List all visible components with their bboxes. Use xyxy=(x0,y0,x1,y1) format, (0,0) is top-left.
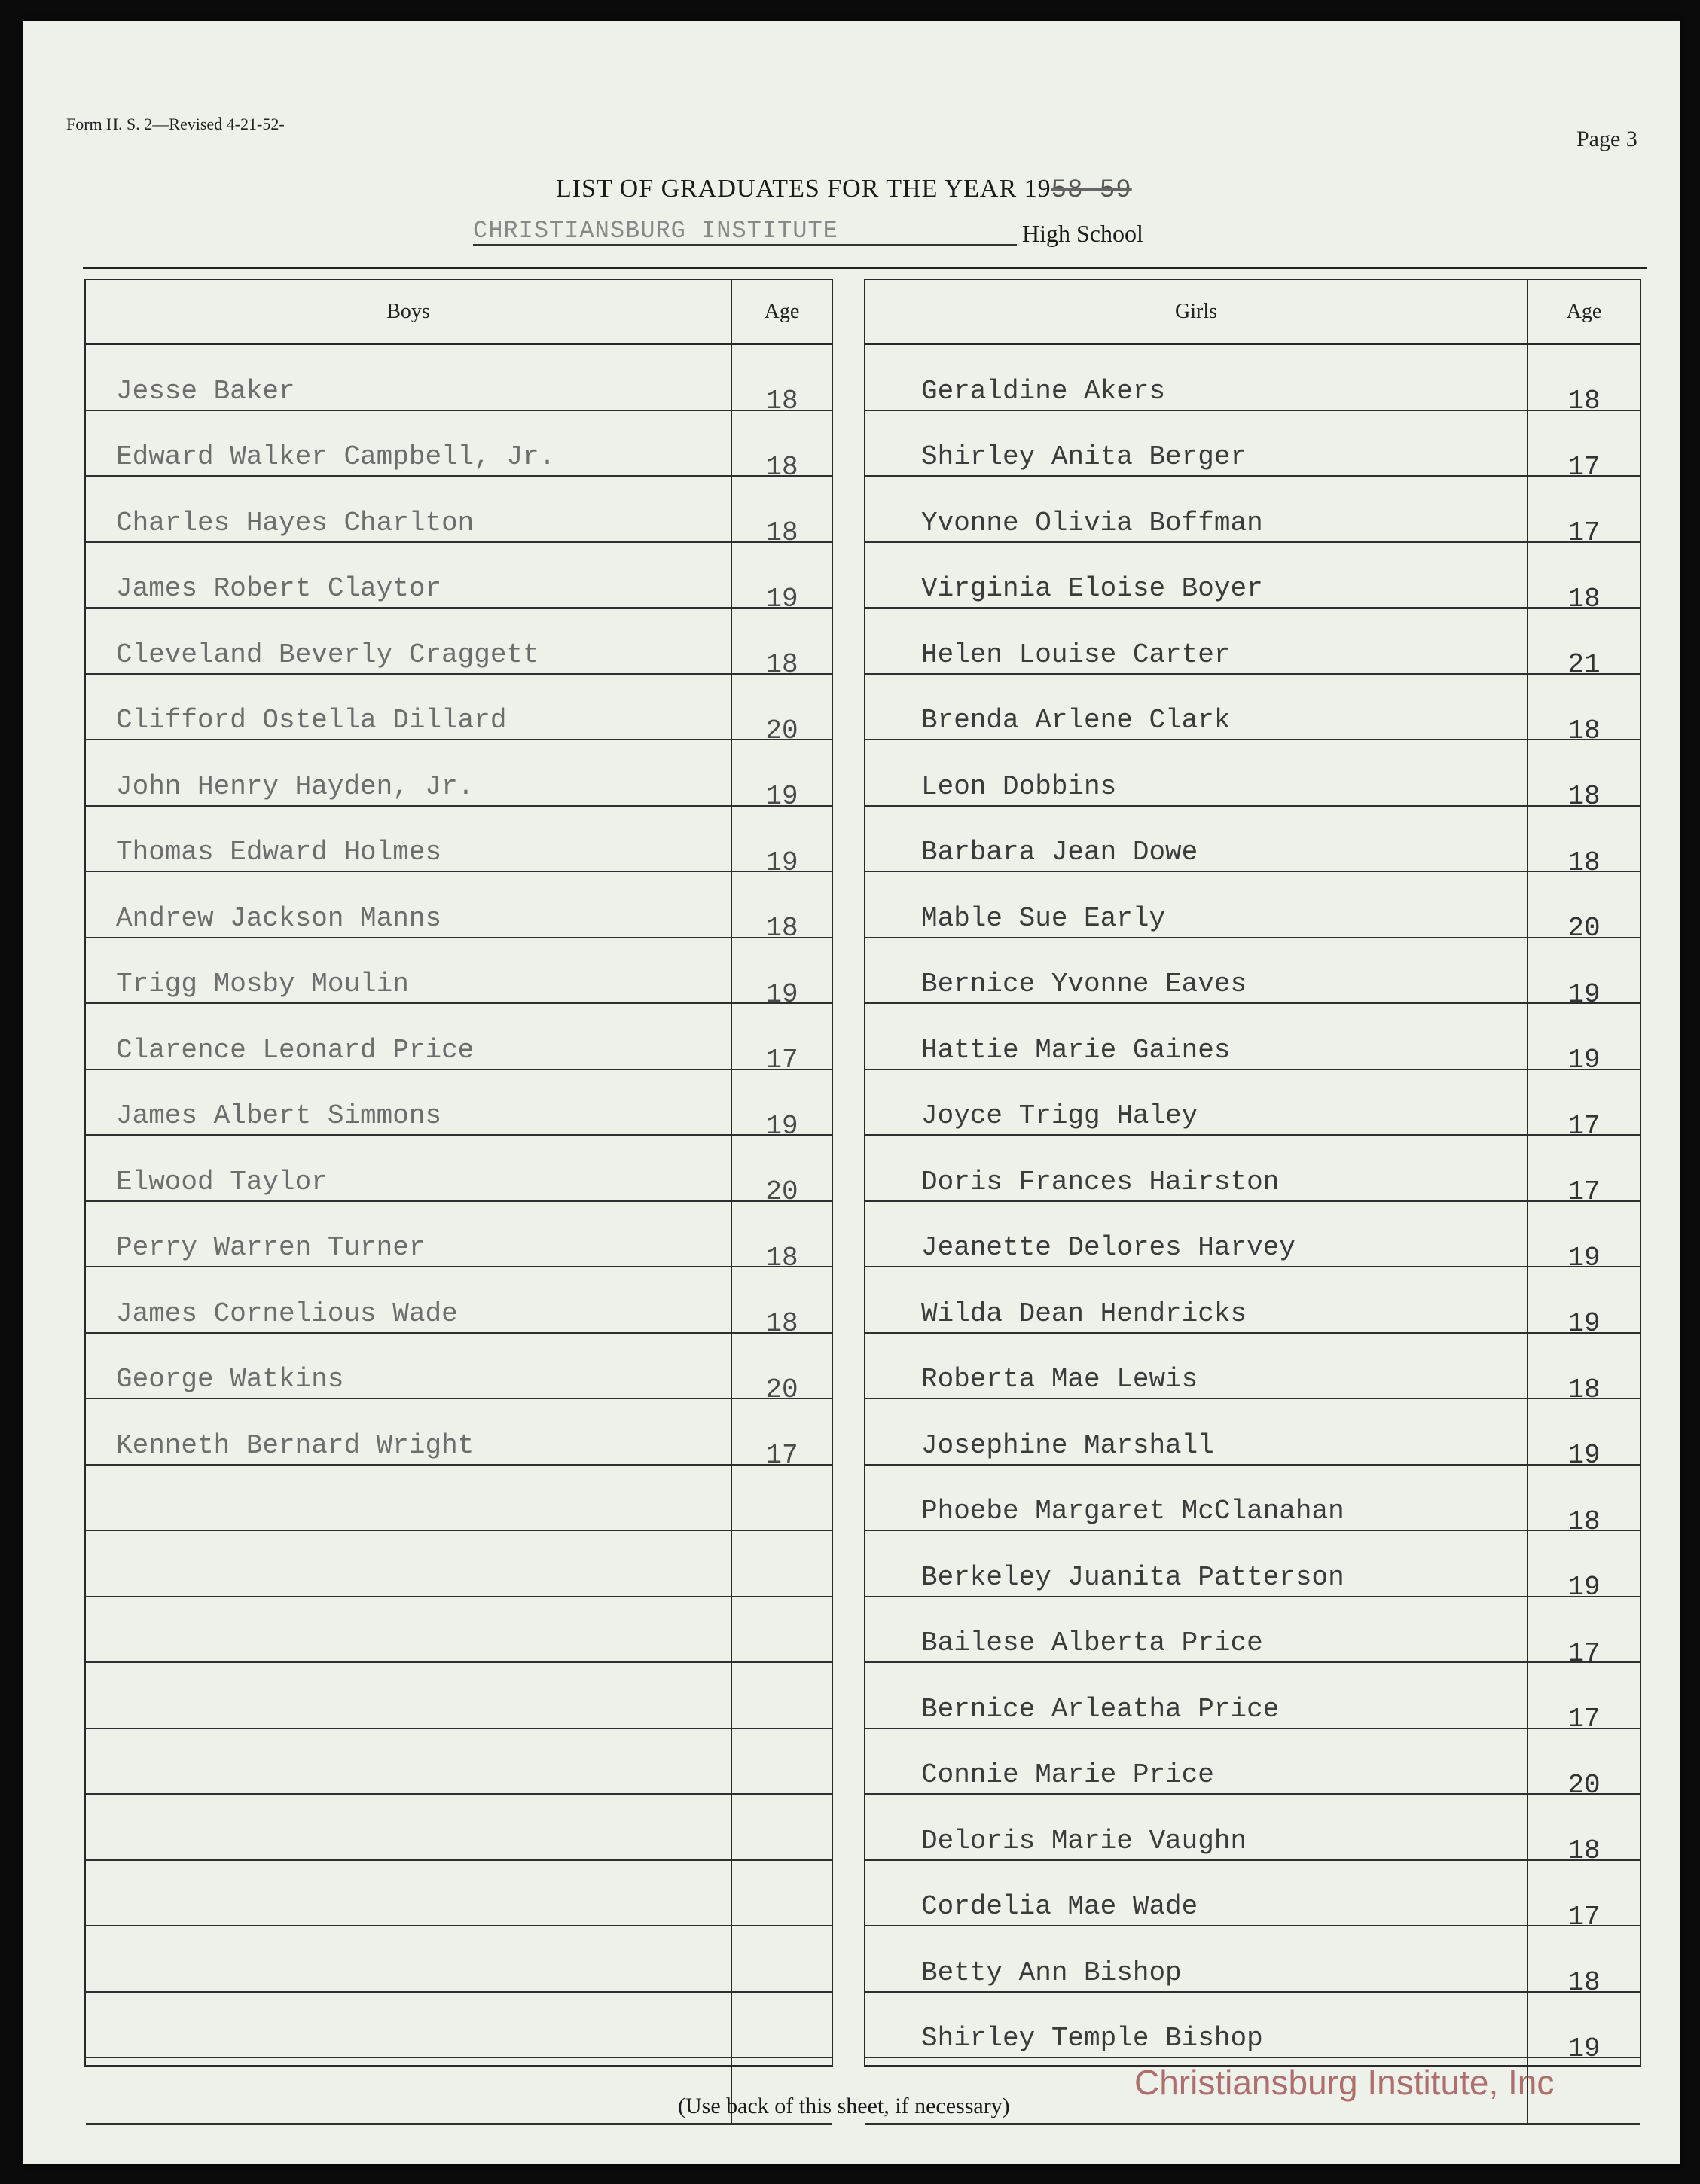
graduate-name: Jesse Baker xyxy=(116,375,295,407)
boys-heading: Boys xyxy=(86,280,731,345)
graduate-name: Phoebe Margaret McClanahan xyxy=(921,1496,1344,1527)
table-row xyxy=(86,1597,832,1664)
graduate-age: 17 xyxy=(1527,1136,1640,1200)
girls-table xyxy=(864,279,1641,2067)
graduate-age: 18 xyxy=(1527,1926,1640,1991)
graduate-name: Clarence Leonard Price xyxy=(116,1034,475,1066)
table-row xyxy=(86,1861,832,1927)
graduate-age xyxy=(731,1861,832,1926)
graduate-name: Trigg Mosby Moulin xyxy=(116,968,409,999)
graduate-age xyxy=(731,1729,832,1794)
table-row xyxy=(865,1926,1640,1998)
table-row xyxy=(865,740,1640,812)
table-row xyxy=(865,1861,1640,1932)
form-number: Form H. S. 2—Revised 4-21-52- xyxy=(66,114,285,133)
graduate-name: Cordelia Mae Wade xyxy=(921,1891,1198,1922)
table-row xyxy=(86,807,832,878)
table-row xyxy=(865,1399,1640,1471)
table-row xyxy=(865,1795,1640,1866)
graduate-age xyxy=(731,1795,832,1859)
graduate-age: 19 xyxy=(1527,1267,1640,1332)
graduate-age: 19 xyxy=(1527,938,1640,1003)
table-row xyxy=(86,543,832,615)
graduate-age: 18 xyxy=(1527,1334,1640,1399)
table-row xyxy=(865,543,1640,615)
table-row xyxy=(865,1267,1640,1339)
graduate-name: George Watkins xyxy=(116,1364,344,1395)
table-row xyxy=(86,609,832,680)
graduate-age: 20 xyxy=(1527,1729,1640,1794)
graduate-name: Cleveland Beverly Craggett xyxy=(116,639,539,670)
table-row xyxy=(86,1993,832,2059)
graduate-name: Kenneth Bernard Wright xyxy=(116,1429,475,1461)
graduate-name: Bernice Yvonne Eaves xyxy=(921,968,1247,999)
graduate-name: Thomas Edward Holmes xyxy=(116,837,442,868)
graduate-name: Berkeley Juanita Patterson xyxy=(921,1561,1344,1593)
table-row xyxy=(86,938,832,1010)
graduate-age: 18 xyxy=(731,609,832,673)
table-row xyxy=(86,1795,832,1861)
table-row xyxy=(86,1202,832,1273)
graduate-age: 20 xyxy=(731,1334,832,1399)
graduate-age: 20 xyxy=(1527,872,1640,937)
graduate-name: James Cornelious Wade xyxy=(116,1298,458,1329)
table-row xyxy=(865,1004,1640,1075)
table-row xyxy=(865,938,1640,1010)
graduate-name: Brenda Arlene Clark xyxy=(921,705,1231,736)
graduate-name: Deloris Marie Vaughn xyxy=(921,1825,1247,1856)
table-row xyxy=(86,1267,832,1339)
graduate-age: 20 xyxy=(731,1136,832,1200)
title-year: 58-59 xyxy=(1051,176,1132,205)
table-row xyxy=(86,1926,832,1993)
graduate-age: 18 xyxy=(731,477,832,541)
table-row xyxy=(865,1729,1640,1801)
graduate-age: 19 xyxy=(731,740,832,805)
header-rule xyxy=(83,267,1647,273)
graduate-age: 18 xyxy=(1527,740,1640,805)
graduate-name: Leon Dobbins xyxy=(921,770,1117,802)
graduate-age: 17 xyxy=(731,1399,832,1464)
graduate-age xyxy=(731,1597,832,1662)
table-row xyxy=(865,411,1640,483)
graduate-age: 17 xyxy=(1527,411,1640,476)
graduate-age: 18 xyxy=(731,1202,832,1267)
graduate-name: Perry Warren Turner xyxy=(116,1232,426,1263)
table-row xyxy=(86,1136,832,1207)
table-row xyxy=(865,345,1640,416)
graduate-name: Joyce Trigg Haley xyxy=(921,1100,1198,1131)
graduate-age xyxy=(731,1926,832,1991)
graduate-age: 17 xyxy=(1527,477,1640,541)
graduate-name: Helen Louise Carter xyxy=(921,639,1231,670)
girls-heading: Girls xyxy=(865,280,1527,345)
graduate-name: Yvonne Olivia Boffman xyxy=(921,507,1263,538)
graduate-age: 17 xyxy=(1527,1070,1640,1135)
graduate-name: Clifford Ostella Dillard xyxy=(116,705,507,736)
table-row xyxy=(865,872,1640,944)
table-row xyxy=(86,872,832,944)
boys-rows xyxy=(86,345,832,2125)
graduate-age: 19 xyxy=(1527,1004,1640,1069)
graduate-age: 21 xyxy=(1527,609,1640,673)
graduate-age: 18 xyxy=(1527,543,1640,608)
graduate-name: James Albert Simmons xyxy=(116,1100,442,1131)
graduate-age xyxy=(731,1993,832,2057)
graduate-age: 19 xyxy=(1527,1531,1640,1596)
table-row xyxy=(86,1334,832,1405)
graduate-name: James Robert Claytor xyxy=(116,573,442,604)
graduate-name: John Henry Hayden, Jr. xyxy=(116,770,475,802)
table-row xyxy=(865,1334,1640,1405)
school-name: CHRISTIANSBURG INSTITUTE xyxy=(473,217,838,245)
table-row xyxy=(86,1070,832,1142)
table-row xyxy=(86,1399,832,1471)
graduate-name: Charles Hayes Charlton xyxy=(116,507,475,538)
graduate-name: Barbara Jean Dowe xyxy=(921,837,1198,868)
table-row xyxy=(86,411,832,483)
graduate-age xyxy=(731,1663,832,1728)
graduate-name: Bailese Alberta Price xyxy=(921,1627,1263,1658)
table-row xyxy=(865,477,1640,548)
graduate-age: 18 xyxy=(731,872,832,937)
table-row xyxy=(865,1466,1640,1537)
graduate-name: Geraldine Akers xyxy=(921,375,1166,407)
title-text: LIST OF GRADUATES FOR THE YEAR 19 xyxy=(556,175,1051,203)
girls-age-heading: Age xyxy=(1527,280,1640,345)
table-row xyxy=(865,1070,1640,1142)
table-row xyxy=(865,1531,1640,1603)
graduate-age: 18 xyxy=(1527,345,1640,410)
graduate-name: Mable Sue Early xyxy=(921,902,1166,934)
graduate-name: Roberta Mae Lewis xyxy=(921,1364,1198,1395)
table-row xyxy=(86,345,832,416)
graduate-name: Edward Walker Campbell, Jr. xyxy=(116,441,556,472)
table-row xyxy=(86,1531,832,1597)
graduate-age: 17 xyxy=(1527,1663,1640,1728)
graduate-age: 19 xyxy=(1527,1399,1640,1464)
graduate-name: Shirley Anita Berger xyxy=(921,441,1247,472)
table-row xyxy=(86,1004,832,1075)
graduate-name: Hattie Marie Gaines xyxy=(921,1034,1231,1066)
table-row xyxy=(86,1663,832,1729)
graduate-name: Josephine Marshall xyxy=(921,1429,1214,1461)
graduate-age: 17 xyxy=(1527,1861,1640,1926)
graduate-age: 18 xyxy=(731,411,832,476)
table-row xyxy=(865,1993,1640,2064)
school-name-line xyxy=(473,217,1017,244)
graduate-age: 18 xyxy=(1527,675,1640,740)
graduate-age: 18 xyxy=(1527,1795,1640,1859)
graduate-name: Andrew Jackson Manns xyxy=(116,902,442,934)
graduate-name: Betty Ann Bishop xyxy=(921,1957,1182,1988)
footer-note: (Use back of this sheet, if necessary) xyxy=(678,2094,1010,2118)
graduate-name: Bernice Arleatha Price xyxy=(921,1693,1280,1725)
graduate-age: 19 xyxy=(731,543,832,608)
graduate-name: Shirley Temple Bishop xyxy=(921,2023,1263,2054)
school-suffix: High School xyxy=(1022,220,1143,247)
graduate-name: Elwood Taylor xyxy=(116,1166,328,1197)
table-row xyxy=(86,675,832,746)
table-row xyxy=(86,1729,832,1795)
graduate-age: 18 xyxy=(1527,1466,1640,1530)
table-row xyxy=(86,1466,832,1532)
table-row xyxy=(865,807,1640,878)
graduate-name: Doris Frances Hairston xyxy=(921,1166,1280,1197)
graduate-age: 19 xyxy=(1527,1993,1640,2057)
graduate-age: 19 xyxy=(731,1070,832,1135)
table-row xyxy=(865,675,1640,746)
graduate-age: 17 xyxy=(731,1004,832,1069)
table-row xyxy=(865,1597,1640,1669)
boys-table xyxy=(84,279,833,2067)
graduate-age: 18 xyxy=(1527,807,1640,871)
table-row xyxy=(86,477,832,548)
graduate-age: 19 xyxy=(1527,1202,1640,1267)
table-row xyxy=(865,1202,1640,1273)
graduate-name: Wilda Dean Hendricks xyxy=(921,1298,1247,1329)
document-title xyxy=(556,175,1132,205)
graduate-age: 18 xyxy=(731,345,832,410)
watermark: Christiansburg Institute, Inc xyxy=(1134,2063,1555,2102)
graduate-age: 19 xyxy=(731,938,832,1003)
graduate-name: Connie Marie Price xyxy=(921,1759,1214,1790)
graduate-age: 19 xyxy=(731,807,832,871)
boys-age-heading: Age xyxy=(731,280,832,345)
table-row xyxy=(865,609,1640,680)
page-number: Page 3 xyxy=(1576,127,1637,151)
graduate-age xyxy=(731,1531,832,1596)
table-row xyxy=(865,1663,1640,1734)
graduate-age xyxy=(731,1466,832,1530)
graduate-age: 18 xyxy=(731,1267,832,1332)
table-row xyxy=(865,1136,1640,1207)
graduate-age: 20 xyxy=(731,675,832,740)
graduate-name: Jeanette Delores Harvey xyxy=(921,1232,1296,1263)
graduate-name: Virginia Eloise Boyer xyxy=(921,573,1263,604)
graduate-age: 17 xyxy=(1527,1597,1640,1662)
table-row xyxy=(86,740,832,812)
school-underline xyxy=(473,244,1017,246)
girls-rows xyxy=(865,345,1640,2125)
